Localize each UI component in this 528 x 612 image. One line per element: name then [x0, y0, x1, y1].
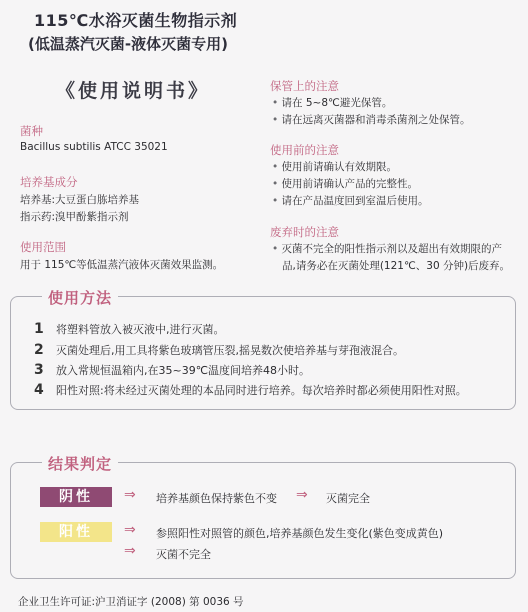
before-use-item: • 请在产品温度回到室温后使用。 — [272, 193, 429, 208]
positive-conclusion: 灭菌不完全 — [156, 548, 211, 561]
disposal-line-1: • 灭菌不完全的阳性指示剂以及超出有效期限的产 — [272, 241, 502, 256]
step-number: 1 — [34, 321, 44, 337]
negative-conclusion: 灭菌完全 — [326, 492, 370, 505]
positive-text: 参照阳性对照管的颜色,培养基颜色发生变化(紫色变成黄色) — [156, 527, 444, 540]
manual-heading: 《使用说明书》 — [56, 80, 211, 102]
product-subtitle: (低温蒸汽灭菌-液体灭菌专用) — [28, 35, 228, 53]
step-number: 3 — [34, 362, 44, 378]
before-use-item: • 使用前请确认有效期限。 — [272, 159, 397, 174]
step-text: 放入常规恒温箱内,在35~39℃温度间培养48小时。 — [56, 364, 311, 377]
step-text: 将塑料管放入被灭液中,进行灭菌。 — [56, 323, 225, 336]
scope-value: 用于 115℃等低温蒸汽液体灭菌效果监测。 — [20, 259, 224, 271]
license-text: 企业卫生许可证:沪卫消证字 (2008) 第 0036 号 — [18, 596, 244, 608]
step-text: 阳性对照:将未经过灭菌处理的本品同时进行培养。每次培养时都必须使用阳性对照。 — [56, 384, 467, 397]
media-line-2: 指示药:溴甲酚紫指示剂 — [20, 211, 129, 223]
usage-step — [34, 379, 467, 398]
arrow-icon: ⇒ — [124, 543, 136, 559]
strain-heading: 菌种 — [20, 124, 43, 138]
disposal-line-2: 品,请务必在灭菌处理(121℃、30 分钟)后废弃。 — [282, 260, 511, 272]
arrow-icon: ⇒ — [124, 522, 136, 538]
media-heading: 培养基成分 — [20, 175, 78, 189]
media-line-1: 培养基:大豆蛋白胨培养基 — [20, 194, 140, 206]
step-text: 灭菌处理后,用工具将紫色玻璃管压裂,摇晃数次使培养基与芽孢液混合。 — [56, 344, 404, 357]
usage-step — [34, 339, 404, 358]
product-title: 115℃水浴灭菌生物指示剂 — [34, 11, 238, 30]
negative-tag: 阴性 — [40, 487, 112, 507]
step-number: 4 — [34, 382, 44, 398]
step-number: 2 — [34, 342, 44, 358]
usage-title: 使用方法 — [42, 287, 118, 308]
before-use-item: • 使用前请确认产品的完整性。 — [272, 176, 418, 191]
negative-text: 培养基颜色保持紫色不变 — [156, 492, 277, 505]
storage-item: • 请在远离灭菌器和消毒杀菌剂之处保管。 — [272, 112, 471, 127]
arrow-icon: ⇒ — [124, 487, 136, 503]
result-title: 结果判定 — [42, 453, 118, 474]
before-use-heading: 使用前的注意 — [270, 143, 339, 157]
scope-heading: 使用范围 — [20, 240, 66, 254]
strain-value: Bacillus subtilis ATCC 35021 — [20, 141, 168, 153]
result-box — [10, 462, 516, 579]
positive-tag: 阳性 — [40, 522, 112, 542]
arrow-icon: ⇒ — [296, 487, 308, 503]
storage-item: • 请在 5~8℃避光保管。 — [272, 95, 392, 110]
storage-heading: 保管上的注意 — [270, 79, 339, 93]
usage-step — [34, 318, 225, 337]
usage-step — [34, 359, 310, 378]
disposal-heading: 废弃时的注意 — [270, 225, 339, 239]
